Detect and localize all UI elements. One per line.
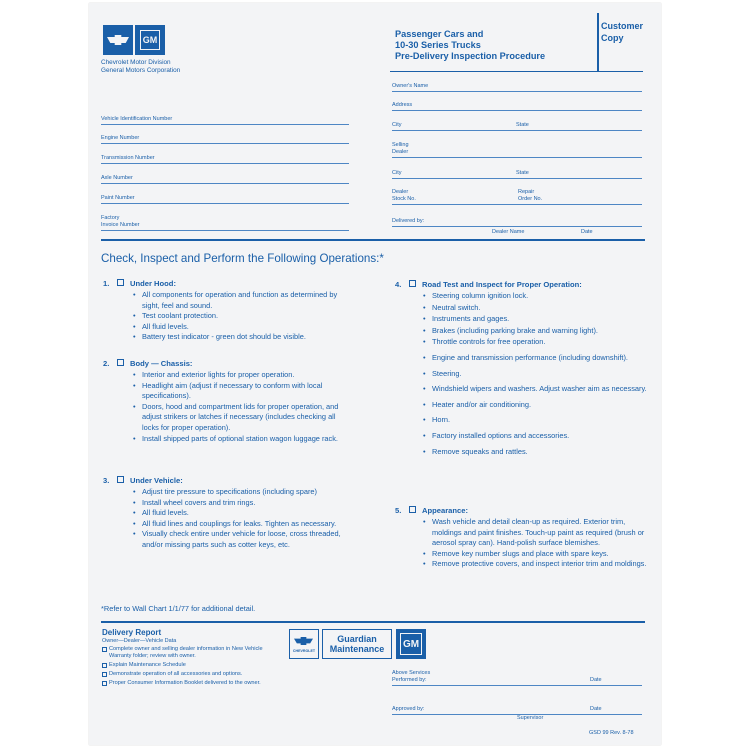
engine-number-field[interactable]: Engine Number <box>101 133 349 144</box>
address-field[interactable]: Address <box>392 100 642 111</box>
header-divider <box>101 239 645 241</box>
list-item: • Windshield wipers and washers. Adjust washer aim as necessary. <box>423 384 651 395</box>
main-heading: Check, Inspect and Perform the Following Operations:* <box>101 252 384 265</box>
delivery-report-title: Delivery Report <box>102 628 162 637</box>
list-item: • Instruments and gages. <box>423 314 651 325</box>
dealer-city-state-field[interactable]: City State <box>392 168 642 179</box>
delivery-report-subtitle: Owner—Dealer—Vehicle Data <box>102 638 177 644</box>
list-item: • Throttle controls for free operation. <box>423 337 651 348</box>
customer-copy-label: Customer Copy <box>601 21 644 43</box>
performed-by-field[interactable]: Above Services Performed by: Date <box>392 668 642 686</box>
dealer-name-caption: Dealer Name <box>492 229 525 235</box>
list-item: • Steering. <box>423 369 651 380</box>
section-appearance: 5. Appearance: • Wash vehicle and detail clean-up as required. Exterior trim, moldings and paint finishes. Touch-up paint as required (brush or aerosol spray can). Hand-polish surface blemishes. • Remove key number slugs and place with spare keys. • Remove protective covers, and inspect interior trim and moldings. <box>395 505 651 570</box>
list-item: • Battery test indicator - green dot should be visible. <box>133 332 353 343</box>
list-item: • Install shipped parts of optional station wagon luggage rack. <box>133 434 353 445</box>
list-item: • All fluid levels. <box>133 322 353 333</box>
factory-invoice-field[interactable]: Factory Invoice Number <box>101 213 349 231</box>
list-item: • Engine and transmission performance (including downshift). <box>423 353 651 364</box>
axle-number-field[interactable]: Axle Number <box>101 173 349 184</box>
section-body-chassis: 2. Body — Chassis: • Interior and exterior lights for proper operation. • Headlight aim (adjust if necessary to conform with local specifications). • Doors, hood and compartment lids for proper operation, and adjust strikers or latches if necessary (includes checking all locks for proper operation). • Install shipped parts of optional station wagon luggage rack. <box>103 358 353 444</box>
section-under-hood: 1. Under Hood: • All components for operation and function as determined by sight, feel and sound. • Test coolant protection. • All fluid levels. • Battery test indicator - green dot should be visible. <box>103 278 353 343</box>
list-item: • Install wheel covers and trim rings. <box>133 498 353 509</box>
chevrolet-emblem: CHEVROLET <box>289 629 319 659</box>
list-item: • Adjust tire pressure to specifications (including spare) <box>133 487 353 498</box>
stock-repair-field[interactable]: Dealer Stock No. Repair Order No. <box>392 187 642 205</box>
approved-by-field[interactable]: Approved by: Date <box>392 704 642 715</box>
paint-number-field[interactable]: Paint Number <box>101 193 349 204</box>
section-checkbox[interactable] <box>117 279 124 286</box>
list-item: • All fluid lines and couplings for leaks. Tighten as necessary. <box>133 519 353 530</box>
vin-field[interactable]: Vehicle Identification Number <box>101 114 349 125</box>
section-checkbox[interactable] <box>117 476 124 483</box>
list-item: • Remove key number slugs and place with spare keys. <box>423 549 651 560</box>
list-item: • All components for operation and function as determined by sight, feel and sound. <box>133 290 353 311</box>
gm-emblem: GM <box>396 629 426 659</box>
list-item: • All fluid levels. <box>133 508 353 519</box>
selling-dealer-field[interactable]: Selling Dealer <box>392 140 642 158</box>
supervisor-caption: Supervisor <box>517 715 544 721</box>
chevrolet-bowtie-logo <box>103 25 133 55</box>
list-item: • Brakes (including parking brake and warning light). <box>423 326 651 337</box>
list-item: • Headlight aim (adjust if necessary to conform with local specifications). <box>133 381 353 402</box>
inspection-form <box>89 3 661 745</box>
section-checkbox[interactable] <box>117 359 124 366</box>
list-item: • Horn. <box>423 415 651 426</box>
bowtie-icon <box>294 637 313 645</box>
bowtie-icon <box>107 35 129 45</box>
list-item: • Wash vehicle and detail clean-up as required. Exterior trim, moldings and paint finishes. Touch-up paint as required (brush or aerosol spray can). Hand-polish surface blemishes. <box>423 517 651 549</box>
list-item: • Interior and exterior lights for proper operation. <box>133 370 353 381</box>
delivered-by-field[interactable]: Delivered by: <box>392 216 642 227</box>
list-item: • Factory installed options and accessories. <box>423 431 651 442</box>
footnote: *Refer to Wall Chart 1/1/77 for additional detail. <box>101 604 256 613</box>
list-item: • Test coolant protection. <box>133 311 353 322</box>
form-number: GSD 99 Rev. 8-78 <box>589 730 634 736</box>
date-caption: Date <box>581 229 593 235</box>
owner-city-state-field[interactable]: City State <box>392 120 642 131</box>
delivery-checklist-item[interactable]: Proper Consumer Information Booklet delivered to the owner. <box>102 680 272 687</box>
gm-logo <box>135 25 165 55</box>
section-checkbox[interactable] <box>409 506 416 513</box>
owner-name-field[interactable]: Owner's Name <box>392 81 642 92</box>
transmission-number-field[interactable]: Transmission Number <box>101 153 349 164</box>
delivery-report <box>102 628 272 689</box>
title-underline <box>390 71 643 72</box>
list-item: • Steering column ignition lock. <box>423 291 651 302</box>
list-item: • Doors, hood and compartment lids for proper operation, and adjust strikers or latches if necessary (includes checking all locks for proper operation). <box>133 402 353 434</box>
section-under-vehicle: 3. Under Vehicle: • Adjust tire pressure to specifications (including spare) • Install wheel covers and trim rings. • All fluid levels. • All fluid lines and couplings for leaks. Tighten as necessary. • Visually check entire under vehicle for loose, cross threaded, and/or missing parts such as cotter keys, etc. <box>103 475 353 551</box>
gm-logo-text: GM <box>140 30 160 50</box>
delivery-checklist-item[interactable]: Demonstrate operation of all accessories and options. <box>102 671 272 678</box>
section-road-test: 4. Road Test and Inspect for Proper Operation: • Steering column ignition lock. • Neutral switch. • Instruments and gages. • Brakes (including parking brake and warning light). • Throttle controls for free operation. • Engine and transmission performance (including downshift). • Steering. • Windshield wipers and washers. Adjust washer aim as necessary. • Heater and/or air conditioning. • Horn. • Factory installed options and accessories. • Remove squeaks and rattles. <box>395 279 651 457</box>
delivery-checklist-item[interactable]: Explain Maintenance Schedule <box>102 662 272 669</box>
section-checkbox[interactable] <box>409 280 416 287</box>
delivery-checklist-item[interactable]: Complete owner and selling dealer information in New Vehicle Warranty folder; review with owner. <box>102 646 272 660</box>
footer-divider <box>101 621 645 623</box>
list-item: • Remove protective covers, and inspect interior trim and moldings. <box>423 559 651 570</box>
list-item: • Visually check entire under vehicle for loose, cross threaded, and/or missing parts such as cotter keys, etc. <box>133 529 353 550</box>
copy-divider <box>597 13 599 71</box>
list-item: • Remove squeaks and rattles. <box>423 447 651 458</box>
form-title: Passenger Cars and 10-30 Series Trucks Pre-Delivery Inspection Procedure <box>395 29 546 61</box>
guardian-maintenance-logo: Guardian Maintenance <box>322 629 392 659</box>
division-name: Chevrolet Motor Division General Motors Corporation <box>101 59 181 74</box>
list-item: • Heater and/or air conditioning. <box>423 400 651 411</box>
list-item: • Neutral switch. <box>423 303 651 314</box>
